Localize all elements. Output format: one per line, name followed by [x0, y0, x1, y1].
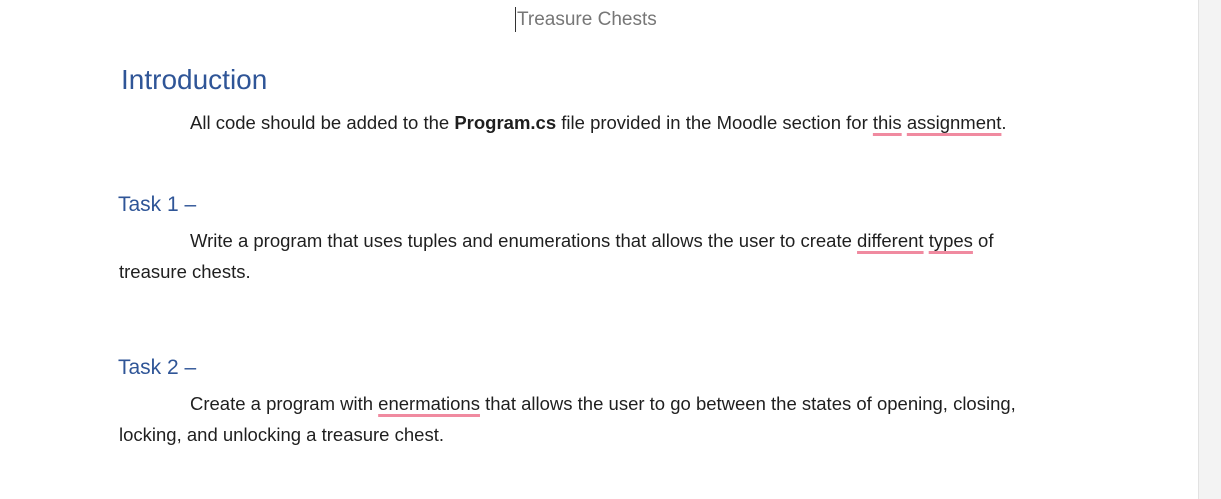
text-cursor — [515, 7, 516, 32]
task2-text-end: that allows the user to go between the states of opening, closing, locking, and unlocking a treasure chest. — [119, 393, 1016, 445]
spelling-flagged-word[interactable]: different — [857, 230, 924, 251]
task1-paragraph[interactable] — [119, 225, 1049, 287]
intro-text-end: . — [1001, 112, 1007, 133]
spelling-flagged-word[interactable]: this — [872, 112, 902, 133]
intro-text-before: All code should be added to the — [190, 112, 455, 133]
task2-heading[interactable]: Task 2 – — [118, 356, 197, 379]
task2-text-before: Create a program with — [190, 393, 379, 414]
task2-paragraph[interactable] — [119, 388, 1049, 450]
spelling-flagged-word[interactable]: types — [928, 230, 973, 251]
intro-text-middle: file provided in the Moodle section for — [556, 112, 873, 133]
spelling-flagged-word[interactable]: enermations — [378, 393, 480, 414]
task1-text-end: of treasure chests. — [119, 230, 994, 282]
intro-filename: Program.cs — [454, 112, 557, 133]
task1-text-before: Write a program that uses tuples and enumerations that allows the user to create — [190, 230, 858, 251]
intro-heading[interactable]: Introduction — [121, 64, 268, 95]
task1-heading[interactable]: Task 1 – — [118, 193, 197, 216]
header-title[interactable]: Treasure Chests — [517, 9, 657, 30]
page-margin-edge — [1198, 0, 1221, 499]
spelling-flagged-word[interactable]: assignment — [906, 112, 1002, 133]
intro-paragraph[interactable] — [119, 107, 1049, 138]
